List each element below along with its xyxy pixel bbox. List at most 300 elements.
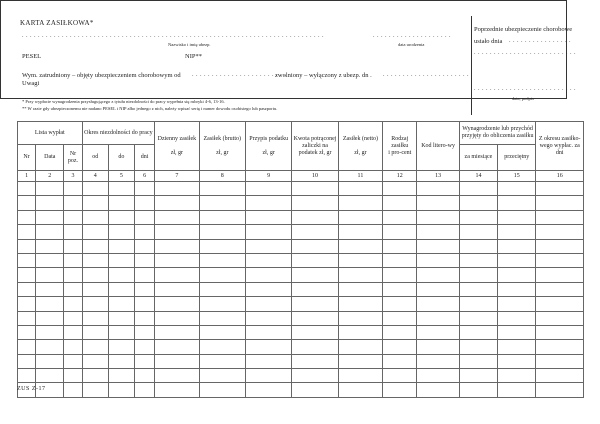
- table-cell[interactable]: [64, 225, 82, 239]
- table-cell[interactable]: [338, 225, 382, 239]
- table-cell[interactable]: [459, 369, 497, 383]
- table-cell[interactable]: [417, 383, 459, 397]
- birth-date-caption: data urodzenia: [398, 42, 425, 47]
- table-cell[interactable]: [199, 239, 245, 253]
- column-number: 12: [383, 171, 417, 182]
- table-cell[interactable]: [36, 196, 64, 210]
- table-cell[interactable]: [459, 182, 497, 196]
- table-cell[interactable]: [199, 369, 245, 383]
- table-cell[interactable]: [338, 182, 382, 196]
- footnote-1: * Przy wypłacie wynagrodzenia przysługującego z tytułu niezdolności do pracy wypełnia się rubryki 4-6, 13-16.: [22, 99, 225, 104]
- table-cell[interactable]: [155, 239, 199, 253]
- table-cell[interactable]: [338, 196, 382, 210]
- table-cell[interactable]: [135, 253, 155, 267]
- advance-tax-header: Kwota potrąconej zaliczki na podatek zł, gr: [292, 122, 338, 171]
- table-cell[interactable]: [383, 182, 417, 196]
- benefit-period-header: Z okresu zasiłko-wego wypłac. za dni: [536, 122, 584, 171]
- table-cell[interactable]: [245, 196, 291, 210]
- table-cell[interactable]: [155, 268, 199, 282]
- table-cell[interactable]: [64, 340, 82, 354]
- table-cell[interactable]: [64, 383, 82, 397]
- table-cell[interactable]: [135, 268, 155, 282]
- table-cell[interactable]: [383, 340, 417, 354]
- table-cell[interactable]: [536, 210, 584, 224]
- benefit-type-label: Rodzaj zasiłku: [391, 135, 409, 149]
- table-cell[interactable]: [498, 268, 536, 282]
- table-cell[interactable]: [135, 210, 155, 224]
- table-cell[interactable]: [155, 210, 199, 224]
- table-cell[interactable]: [417, 225, 459, 239]
- benefit-pct-label: i pro-cent: [388, 149, 412, 156]
- table-cell[interactable]: [459, 268, 497, 282]
- table-cell[interactable]: [199, 325, 245, 339]
- table-cell[interactable]: [536, 268, 584, 282]
- table-cell[interactable]: [245, 354, 291, 368]
- daily-benefit-unit: zł, gr: [170, 149, 184, 156]
- table-cell[interactable]: [18, 369, 36, 383]
- table-cell[interactable]: [417, 182, 459, 196]
- table-row: [18, 210, 584, 224]
- table-cell[interactable]: [64, 297, 82, 311]
- column-number: 15: [498, 171, 536, 182]
- table-cell[interactable]: [108, 325, 134, 339]
- table-cell[interactable]: [18, 196, 36, 210]
- table-cell[interactable]: [36, 325, 64, 339]
- table-cell[interactable]: [417, 282, 459, 296]
- employed-dotted-line[interactable]: . . . . . . . . . . . . . . . . . . . . . . . .: [192, 72, 286, 78]
- table-cell[interactable]: [199, 383, 245, 397]
- table-cell[interactable]: [155, 182, 199, 196]
- table-cell[interactable]: [199, 253, 245, 267]
- table-cell[interactable]: [498, 325, 536, 339]
- table-cell[interactable]: [155, 297, 199, 311]
- table-cell[interactable]: [417, 210, 459, 224]
- table-cell[interactable]: [155, 311, 199, 325]
- table-cell[interactable]: [459, 297, 497, 311]
- table-cell[interactable]: [135, 354, 155, 368]
- table-cell[interactable]: [536, 325, 584, 339]
- table-cell[interactable]: [155, 225, 199, 239]
- column-number: 5: [108, 171, 134, 182]
- birth-date-dotted-line[interactable]: . . . . . . . . . . . . . . . . . . . .: [373, 33, 451, 39]
- table-cell[interactable]: [64, 268, 82, 282]
- table-cell[interactable]: [459, 340, 497, 354]
- table-cell[interactable]: [245, 268, 291, 282]
- table-cell[interactable]: [155, 325, 199, 339]
- insurance-ended-label: ustało dnia: [474, 38, 503, 45]
- released-dotted-line[interactable]: . . . . . . . . . . . . . . . . . . . . . .: [383, 72, 469, 78]
- table-cell[interactable]: [417, 311, 459, 325]
- table-cell[interactable]: [245, 210, 291, 224]
- table-cell[interactable]: [36, 225, 64, 239]
- table-cell[interactable]: [36, 340, 64, 354]
- table-cell[interactable]: [292, 239, 338, 253]
- table-cell[interactable]: [135, 369, 155, 383]
- table-cell[interactable]: [64, 282, 82, 296]
- table-cell[interactable]: [135, 225, 155, 239]
- benefit-net-header: [338, 122, 382, 171]
- table-cell[interactable]: [82, 282, 108, 296]
- insurance-extra-dotted-line[interactable]: . . . . . . . . . . . . . . . . . . . . . . . . . .: [474, 50, 576, 56]
- table-cell[interactable]: [108, 311, 134, 325]
- table-cell[interactable]: [82, 239, 108, 253]
- table-cell[interactable]: [417, 297, 459, 311]
- previous-insurance-label: Poprzednie ubezpieczenie chorobowe: [474, 26, 573, 33]
- signature-dotted-line[interactable]: . . . . . . . . . . . . . . . . . . . . . . . . . .: [474, 86, 576, 92]
- table-cell[interactable]: [383, 282, 417, 296]
- table-cell[interactable]: [18, 311, 36, 325]
- table-cell[interactable]: [292, 196, 338, 210]
- table-cell[interactable]: [155, 282, 199, 296]
- table-cell[interactable]: [36, 182, 64, 196]
- table-cell[interactable]: [292, 282, 338, 296]
- table-cell[interactable]: [536, 225, 584, 239]
- table-cell[interactable]: [82, 225, 108, 239]
- table-cell[interactable]: [459, 253, 497, 267]
- table-cell[interactable]: [459, 239, 497, 253]
- table-cell[interactable]: [536, 253, 584, 267]
- table-cell[interactable]: [135, 239, 155, 253]
- table-cell[interactable]: [199, 340, 245, 354]
- table-cell[interactable]: [199, 297, 245, 311]
- table-cell[interactable]: [292, 340, 338, 354]
- table-cell[interactable]: [82, 297, 108, 311]
- table-cell[interactable]: [245, 253, 291, 267]
- table-cell[interactable]: [155, 253, 199, 267]
- table-cell[interactable]: [292, 182, 338, 196]
- incapacity-period-header: Okres niezdolności do pracy: [82, 122, 155, 145]
- table-cell[interactable]: [155, 340, 199, 354]
- table-cell[interactable]: [199, 210, 245, 224]
- table-cell[interactable]: [292, 383, 338, 397]
- table-cell[interactable]: [459, 225, 497, 239]
- table-cell[interactable]: [338, 282, 382, 296]
- table-cell[interactable]: [383, 369, 417, 383]
- insurance-ended-dotted-line[interactable]: . . . . . . . . . . . . . . . .: [509, 38, 571, 44]
- table-cell[interactable]: [135, 325, 155, 339]
- table-cell[interactable]: [82, 340, 108, 354]
- table-cell[interactable]: [292, 354, 338, 368]
- employed-text: Wym. zatrudniony – objęty ubezpieczeniem chorobowym od: [22, 72, 181, 79]
- column-number: 7: [155, 171, 199, 182]
- table-cell[interactable]: [498, 369, 536, 383]
- table-cell[interactable]: [82, 182, 108, 196]
- table-cell[interactable]: [64, 354, 82, 368]
- table-cell[interactable]: [383, 383, 417, 397]
- table-cell[interactable]: [498, 225, 536, 239]
- table-row: [18, 354, 584, 368]
- position-header: Nr poz.: [64, 145, 82, 171]
- table-cell[interactable]: [64, 325, 82, 339]
- table-cell[interactable]: [36, 354, 64, 368]
- table-cell[interactable]: [18, 282, 36, 296]
- table-cell[interactable]: [292, 311, 338, 325]
- table-cell[interactable]: [498, 354, 536, 368]
- benefit-net-unit: zł, gr: [354, 149, 367, 156]
- table-cell[interactable]: [36, 210, 64, 224]
- table-cell[interactable]: [135, 182, 155, 196]
- table-cell[interactable]: [498, 210, 536, 224]
- table-cell[interactable]: [245, 297, 291, 311]
- table-cell[interactable]: [82, 196, 108, 210]
- table-cell[interactable]: [18, 297, 36, 311]
- table-row: [18, 311, 584, 325]
- table-cell[interactable]: [292, 253, 338, 267]
- table-cell[interactable]: [36, 268, 64, 282]
- table-cell[interactable]: [108, 196, 134, 210]
- table-cell[interactable]: [498, 282, 536, 296]
- table-cell[interactable]: [498, 383, 536, 397]
- table-cell[interactable]: [135, 297, 155, 311]
- table-cell[interactable]: [82, 253, 108, 267]
- table-cell[interactable]: [536, 340, 584, 354]
- table-cell[interactable]: [18, 354, 36, 368]
- table-cell[interactable]: [338, 253, 382, 267]
- table-cell[interactable]: [417, 325, 459, 339]
- table-cell[interactable]: [108, 268, 134, 282]
- table-cell[interactable]: [64, 196, 82, 210]
- table-cell[interactable]: [135, 282, 155, 296]
- table-cell[interactable]: [383, 196, 417, 210]
- table-cell[interactable]: [108, 253, 134, 267]
- table-row: [18, 282, 584, 296]
- table-cell[interactable]: [383, 297, 417, 311]
- table-cell[interactable]: [338, 311, 382, 325]
- table-cell[interactable]: [338, 239, 382, 253]
- table-cell[interactable]: [292, 225, 338, 239]
- table-cell[interactable]: [459, 282, 497, 296]
- table-cell[interactable]: [292, 268, 338, 282]
- name-dotted-line[interactable]: . . . . . . . . . . . . . . . . . . . . . . . . . . . . . . . . . . . . . . . . . . . . . . . . . . . . . . . . . . . . . . . . . . . . . . . . . . . .: [22, 33, 324, 39]
- benefit-gross-label: Zasiłek (brutto): [203, 135, 242, 142]
- table-cell[interactable]: [199, 196, 245, 210]
- table-cell[interactable]: [536, 311, 584, 325]
- table-cell[interactable]: [135, 383, 155, 397]
- table-cell[interactable]: [536, 369, 584, 383]
- table-row: [18, 225, 584, 239]
- table-cell[interactable]: [36, 369, 64, 383]
- table-cell[interactable]: [155, 196, 199, 210]
- table-cell[interactable]: [245, 383, 291, 397]
- table-cell[interactable]: [108, 182, 134, 196]
- column-number: 1: [18, 171, 36, 182]
- nip-label: NIP**: [185, 53, 202, 60]
- from-header: od: [82, 145, 108, 171]
- form-code: ZUS Z-17: [17, 386, 46, 392]
- table-cell[interactable]: [82, 311, 108, 325]
- table-cell[interactable]: [417, 369, 459, 383]
- table-cell[interactable]: [18, 225, 36, 239]
- table-cell[interactable]: [245, 311, 291, 325]
- table-cell[interactable]: [64, 253, 82, 267]
- tax-base-header: [245, 122, 291, 171]
- table-cell[interactable]: [536, 239, 584, 253]
- table-cell[interactable]: [536, 383, 584, 397]
- table-cell[interactable]: [383, 225, 417, 239]
- table-cell[interactable]: [108, 369, 134, 383]
- table-cell[interactable]: [18, 210, 36, 224]
- column-number: 8: [199, 171, 245, 182]
- table-cell[interactable]: [36, 253, 64, 267]
- column-number: 3: [64, 171, 82, 182]
- table-cell[interactable]: [64, 182, 82, 196]
- table-cell[interactable]: [536, 297, 584, 311]
- table-cell[interactable]: [108, 340, 134, 354]
- table-cell[interactable]: [536, 196, 584, 210]
- table-row: [18, 182, 584, 196]
- table-cell[interactable]: [82, 268, 108, 282]
- table-cell[interactable]: [135, 311, 155, 325]
- benefit-gross-unit: zł, gr: [216, 149, 229, 156]
- table-cell[interactable]: [82, 210, 108, 224]
- benefit-net-label: Zasiłek (netto): [342, 135, 379, 142]
- table-cell[interactable]: [82, 369, 108, 383]
- table-cell[interactable]: [155, 354, 199, 368]
- table-cell[interactable]: [36, 311, 64, 325]
- table-cell[interactable]: [536, 354, 584, 368]
- table-cell[interactable]: [338, 383, 382, 397]
- table-cell[interactable]: [338, 210, 382, 224]
- table-cell[interactable]: [417, 268, 459, 282]
- table-cell[interactable]: [36, 239, 64, 253]
- table-cell[interactable]: [199, 354, 245, 368]
- table-cell[interactable]: [536, 182, 584, 196]
- column-number: 11: [338, 171, 382, 182]
- table-cell[interactable]: [245, 282, 291, 296]
- table-cell[interactable]: [135, 196, 155, 210]
- table-cell[interactable]: [498, 340, 536, 354]
- table-cell[interactable]: [338, 340, 382, 354]
- table-cell[interactable]: [108, 225, 134, 239]
- column-number: 13: [417, 171, 459, 182]
- table-cell[interactable]: [338, 354, 382, 368]
- table-cell[interactable]: [82, 325, 108, 339]
- table-cell[interactable]: [417, 239, 459, 253]
- table-cell[interactable]: [459, 354, 497, 368]
- daily-benefit-label: Dzienny zasiłek: [157, 135, 197, 142]
- table-cell[interactable]: [199, 182, 245, 196]
- table-cell[interactable]: [383, 253, 417, 267]
- table-cell[interactable]: [498, 297, 536, 311]
- table-cell[interactable]: [18, 325, 36, 339]
- table-cell[interactable]: [498, 196, 536, 210]
- table-cell[interactable]: [498, 311, 536, 325]
- table-cell[interactable]: [82, 383, 108, 397]
- table-cell[interactable]: [18, 253, 36, 267]
- table-cell[interactable]: [64, 210, 82, 224]
- table-cell[interactable]: [383, 311, 417, 325]
- table-cell[interactable]: [155, 369, 199, 383]
- table-cell[interactable]: [383, 239, 417, 253]
- table-cell[interactable]: [383, 325, 417, 339]
- pesel-label: PESEL: [22, 53, 42, 60]
- table-cell[interactable]: [459, 325, 497, 339]
- daily-benefit-header: [155, 122, 199, 171]
- table-cell[interactable]: [64, 369, 82, 383]
- table-cell[interactable]: [108, 354, 134, 368]
- column-number: 6: [135, 171, 155, 182]
- table-cell[interactable]: [245, 239, 291, 253]
- table-cell[interactable]: [383, 354, 417, 368]
- table-cell[interactable]: [64, 239, 82, 253]
- table-cell[interactable]: [292, 297, 338, 311]
- table-cell[interactable]: [199, 311, 245, 325]
- table-cell[interactable]: [199, 268, 245, 282]
- table-cell[interactable]: [245, 340, 291, 354]
- table-cell[interactable]: [338, 325, 382, 339]
- table-cell[interactable]: [108, 282, 134, 296]
- table-cell[interactable]: [108, 239, 134, 253]
- table-cell[interactable]: [135, 340, 155, 354]
- table-cell[interactable]: [292, 210, 338, 224]
- remarks-label: Uwagi: [22, 80, 40, 87]
- table-cell[interactable]: [459, 210, 497, 224]
- table-cell[interactable]: [108, 383, 134, 397]
- code-letter-header: Kod litero-wy: [417, 122, 459, 171]
- table-cell[interactable]: [82, 354, 108, 368]
- table-cell[interactable]: [155, 383, 199, 397]
- table-cell[interactable]: [18, 239, 36, 253]
- table-row: [18, 369, 584, 383]
- table-cell[interactable]: [417, 196, 459, 210]
- table-row: [18, 196, 584, 210]
- table-cell[interactable]: [498, 253, 536, 267]
- table-cell[interactable]: [18, 340, 36, 354]
- column-number: 2: [36, 171, 64, 182]
- name-caption: Nazwisko i imię ubezp.: [168, 42, 211, 47]
- table-row: [18, 340, 584, 354]
- table-cell[interactable]: [338, 369, 382, 383]
- table-cell[interactable]: [36, 282, 64, 296]
- table-cell[interactable]: [498, 182, 536, 196]
- footnote-2: ** W razie gdy ubezpieczonemu nie nadano PESEL i NIP albo jednego z nich, należy wpisać serię i numer dowodu osobistego lub paszportu.: [22, 106, 278, 111]
- table-cell[interactable]: [383, 268, 417, 282]
- table-cell[interactable]: [536, 282, 584, 296]
- table-cell[interactable]: [459, 383, 497, 397]
- table-cell[interactable]: [417, 253, 459, 267]
- remuneration-basis-header: Wynagrodzenie lub przychód przyjęty do obliczenia zasiłku: [459, 122, 536, 145]
- table-cell[interactable]: [245, 325, 291, 339]
- date-signature-caption: data, podpis: [512, 96, 534, 101]
- table-cell[interactable]: [108, 297, 134, 311]
- table-cell[interactable]: [417, 354, 459, 368]
- table-cell[interactable]: [64, 311, 82, 325]
- benefit-payment-table: [17, 121, 584, 398]
- table-cell[interactable]: [18, 268, 36, 282]
- table-cell[interactable]: [199, 282, 245, 296]
- table-cell[interactable]: [18, 182, 36, 196]
- table-cell[interactable]: [459, 311, 497, 325]
- table-cell[interactable]: [338, 268, 382, 282]
- table-cell[interactable]: [36, 297, 64, 311]
- date-header: Data: [36, 145, 64, 171]
- table-cell[interactable]: [459, 196, 497, 210]
- table-cell[interactable]: [498, 239, 536, 253]
- benefit-gross-header: [199, 122, 245, 171]
- table-row: [18, 268, 584, 282]
- table-cell[interactable]: [245, 369, 291, 383]
- benefit-type-header: [383, 122, 417, 171]
- table-cell[interactable]: [199, 225, 245, 239]
- table-cell[interactable]: [292, 325, 338, 339]
- table-cell[interactable]: [292, 369, 338, 383]
- table-cell[interactable]: [108, 210, 134, 224]
- table-cell[interactable]: [338, 297, 382, 311]
- table-cell[interactable]: [245, 182, 291, 196]
- table-cell[interactable]: [417, 340, 459, 354]
- table-cell[interactable]: [245, 225, 291, 239]
- table-cell[interactable]: [383, 210, 417, 224]
